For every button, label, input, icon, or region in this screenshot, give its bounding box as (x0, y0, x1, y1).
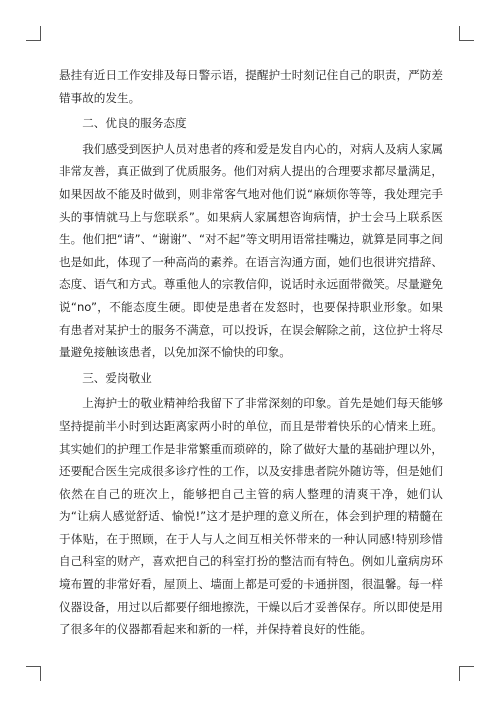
document-body (59, 64, 443, 641)
paragraph-continuation: 悬挂有近日工作安排及每日警示语，提醒护士时刻记住自己的职责，严防差错事故的发生。 (59, 68, 443, 105)
paragraph-dedication: 上海护士的敬业精神给我留下了非常深刻的印象。首先是她们每天能够坚持提前半小时到达距离家两小时的单位，而且是带着快乐的心情来上班。其实她们的护理工作是非常繁重而琐碎的，除了做好大量的基础护理以外，还要配合医生完成很多诊疗性的工作，以及安排患者院外随访等，但是她们依然在自己的班次上，能够把自己主管的病人整理的清爽干净，她们认为“让病人感觉舒适、愉悦!”这才是护理的意义所在，体会到护理的精髓在于体贴，在于照顾，在于人与人之间互相关怀带来的一种认同感!特别珍惜自己科室的财产，喜欢把自己的科室打扮的整洁而有特色。例如儿童病房环境布置的非常好看，屋顶上、墙面上都是可爱的卡通拼图，很温馨。每一样仪器设备，用过以后都要仔细地擦洗，干燥以后才妥善保存。所以即使是用了很多年的仪器都看起来和新的一样，并保持着良好的性能。 (59, 396, 443, 637)
section-heading-dedication: 三、爱岗敬业 (82, 370, 152, 385)
paragraph-service-attitude: 我们感受到医护人员对患者的疼和爱是发自内心的，对病人及病人家属非常友善，真正做到了优质服务。他们对病人提出的合理要求都尽量满足，如果因故不能及时做到，则非常客气地对他们说“麻烦你等等，我处理完手头的事情就马上与您联系”。如果病人家属想咨询病情，护士会马上联系医生。他们把“请”、“谢谢”、“对不起”等文明用语常挂嘴边，就算是同事之间也是如此，体现了一种高尚的素养。在语言沟通方面，她们也很讲究措辞、态度、语气和方式。尊重他人的宗教信仰，说话时永远面带微笑。尽量避免说“no”，不能态度生硬。即使是患者在发怒时，也要保持职业形象。如果有患者对某护士的服务不满意，可以投诉，在误会解除之前，这位护士将尽量避免接触该患者，以免加深不愉快的印象。 (59, 141, 443, 360)
corner-mark-top-right (459, 26, 474, 41)
corner-mark-top-left (26, 26, 41, 41)
corner-mark-bottom-left (26, 666, 41, 681)
section-heading-service-attitude: 二、优良的服务态度 (82, 116, 187, 131)
corner-mark-bottom-right (459, 666, 474, 681)
